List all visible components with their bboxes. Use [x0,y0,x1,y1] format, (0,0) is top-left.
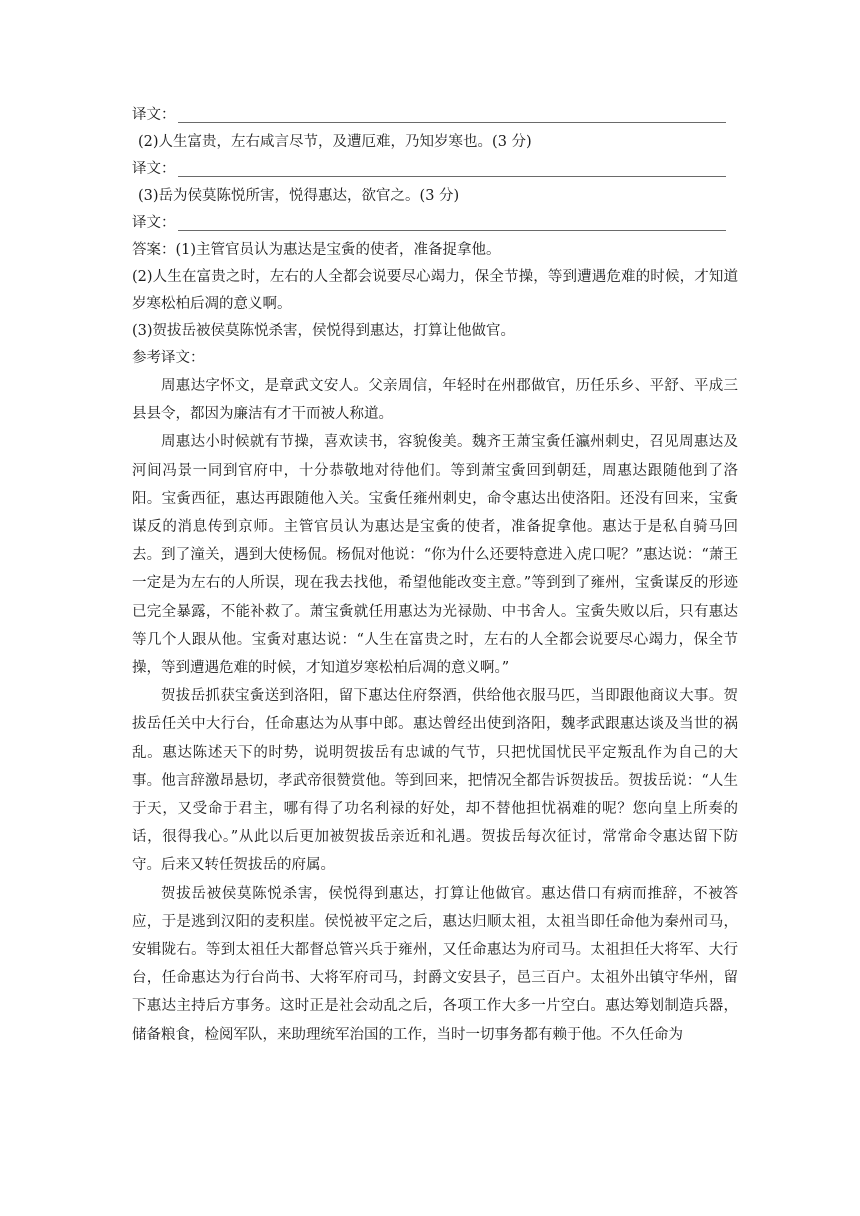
translation-blank-1 [132,102,738,129]
question-2: (2)人生富贵，左右咸言尽节，及遭厄难，乃知岁寒也。(3 分) [138,134,532,150]
answer-blank-line[interactable] [178,176,726,177]
translation-label: 译文： [132,215,176,231]
answer-blank-line[interactable] [178,230,726,231]
reference-paragraph-2: 周惠达小时候就有节操，喜欢读书，容貌俊美。魏齐王萧宝夤任瀛州刺史，召见周惠达及河间冯景一同到官府中，十分恭敬地对待他们。等到萧宝夤回到朝廷，周惠达跟随他到了洛阳。宝夤西征，惠达再跟随他入关。宝夤任雍州刺史，命令惠达出使洛阳。还没有回来，宝夤谋反的消息传到京师。主管官员认为惠达是宝夤的使者，准备捉拿他。惠达于是私自骑马回去。到了潼关，遇到大使杨侃。杨侃对他说：“你为什么还要特意进入虎口呢？”惠达说：“萧王一定是为左右的人所误，现在我去找他，希望他能改变主意。”等到到了雍州，宝夤谋反的形迹已完全暴露，不能补救了。萧宝夤就任用惠达为光禄勋、中书舍人。宝夤失败以后，只有惠达等几个人跟从他。宝夤对惠达说：“人生在富贵之时，左右的人全都会说要尽心竭力，保全节操，等到遭遇危难的时候，才知道岁寒松柏后凋的意义啊。” [132,434,738,677]
reference-heading: 参考译文： [132,350,205,366]
document-content [132,102,738,1049]
translation-label: 译文： [132,161,176,177]
reference-paragraph-1: 周惠达字怀文，是章武文安人。父亲周信，年轻时在州郡做官，历任乐乡、平舒、平成三县县令，都因为廉洁有才干而被人称道。 [132,378,738,423]
translation-blank-3 [132,210,738,237]
reference-paragraph-4: 贺拔岳被侯莫陈悦杀害，侯悦得到惠达，打算让他做官。惠达借口有病而推辞，不被答应，于是逃到汉阳的麦积崖。侯悦被平定之后，惠达归顺太祖，太祖当即任命他为秦州司马，安辑陇右。等到太祖任大都督总管兴兵于雍州，又任命惠达为府司马。太祖担任大将军、大行台，任命惠达为行台尚书、大将军府司马，封爵文安县子，邑三百户。太祖外出镇守华州，留下惠达主持后方事务。这时正是社会动乱之后，各项工作大多一片空白。惠达筹划制造兵器，储备粮食，检阅军队，来助理统军治国的工作，当时一切事务都有赖于他。不久任命为 [132,885,738,1043]
answers-heading: 答案： [132,242,176,258]
question-3: (3)岳为侯莫陈悦所害，悦得惠达，欲官之。(3 分) [138,188,460,204]
translation-label: 译文： [132,107,176,123]
answer-2: (2)人生在富贵之时，左右的人全都会说要尽心竭力，保全节操，等到遭遇危难的时候，才知道岁寒松柏后凋的意义啊。 [132,269,738,312]
answer-1 [132,237,738,264]
answer-blank-line[interactable] [178,122,726,123]
translation-blank-2 [132,156,738,183]
answer-1-text: (1)主管官员认为惠达是宝夤的使者，准备捉拿他。 [175,242,501,258]
answer-3: (3)贺拔岳被侯莫陈悦杀害，侯悦得到惠达，打算让他做官。 [132,323,516,339]
reference-paragraph-3: 贺拔岳抓获宝夤送到洛阳，留下惠达住府祭酒，供给他衣服马匹，当即跟他商议大事。贺拔岳任关中大行台，任命惠达为从事中郎。惠达曾经出使到洛阳，魏孝武跟惠达谈及当世的祸乱。惠达陈述天下的时势，说明贺拔岳有忠诚的气节，只把忧国忧民平定叛乱作为自己的大事。他言辞激昂悬切，孝武帝很赞赏他。等到回来，把情况全都告诉贺拔岳。贺拔岳说：“人生于天，又受命于君主，哪有得了功名利禄的好处，却不替他担忧祸难的呢？您向皇上所奏的话，很得我心。”从此以后更加被贺拔岳亲近和礼遇。贺拔岳每次征讨，常常命令惠达留下防守。后来又转任贺拔岳的府属。 [132,688,738,874]
